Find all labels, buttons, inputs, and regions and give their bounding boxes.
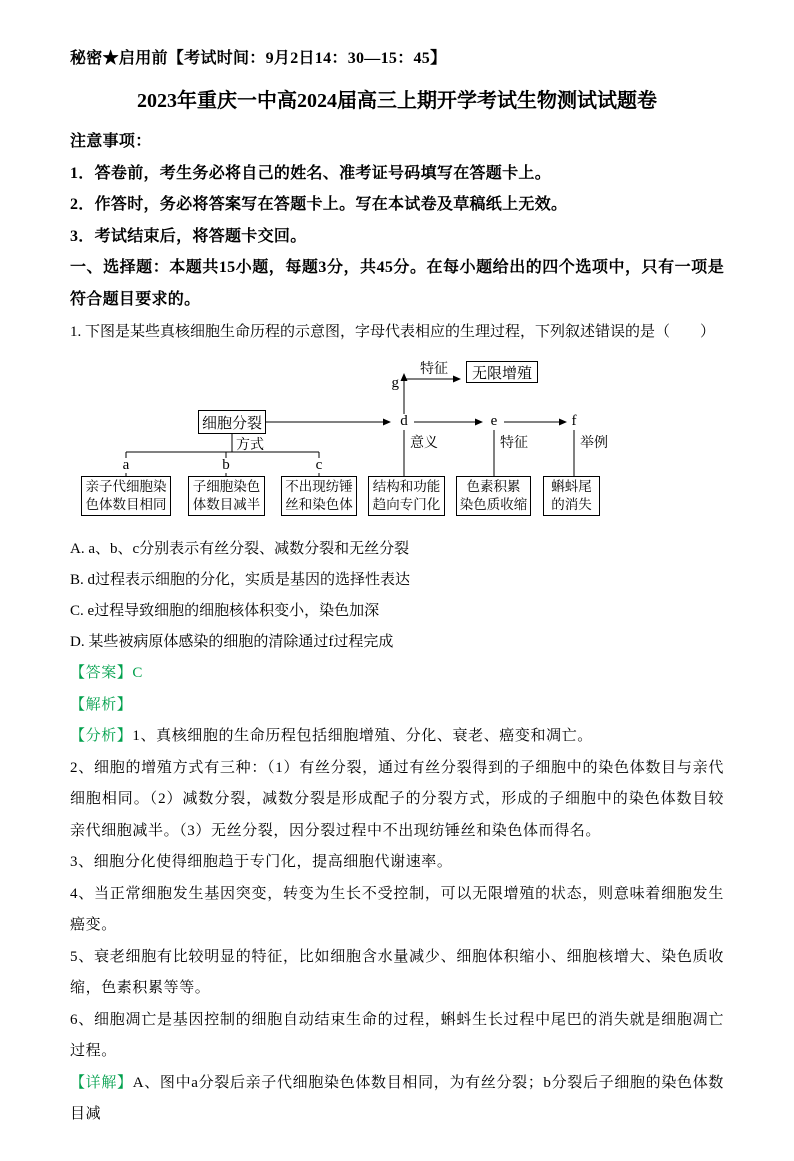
- edge-label-feature-top: 特征: [420, 362, 448, 377]
- box-b-line2: 体数目减半: [192, 497, 261, 512]
- letter-f: f: [571, 413, 577, 429]
- box-e-line1: 色素积累: [466, 479, 521, 494]
- notice-item-3: 3．考试结束后，将答题卡交回。: [70, 227, 307, 245]
- fenxi-marker: 【分析】: [70, 728, 133, 744]
- section-heading: 一、选择题：本题共15小题，每题3分，共45分。在每小题给出的四个选项中，只有一项是符合题目要求的。: [70, 259, 724, 308]
- box-c-line1: 不出现纺锤: [285, 479, 353, 494]
- fenxi-text: 1、真核细胞的生命历程包括细胞增殖、分化、衰老、癌变和凋亡。: [132, 728, 593, 744]
- edge-label-mode: 方式: [236, 438, 264, 453]
- box-b-feature: [188, 476, 265, 516]
- letter-d: d: [400, 413, 408, 429]
- analysis-intro: [70, 721, 724, 753]
- exam-secret-header: 秘密★启用前【考试时间：9月2日14：30—15：45】: [70, 50, 447, 67]
- letter-a: a: [122, 457, 130, 473]
- letter-g: g: [391, 375, 399, 391]
- analysis-marker: 【解析】: [70, 696, 133, 713]
- box-f-example: [543, 476, 600, 516]
- notice-heading: 注意事项：: [70, 133, 152, 150]
- answer-marker: 【答案】C: [70, 665, 144, 681]
- analysis-point-6: 6、细胞凋亡是基因控制的细胞自动结束生命的过程，蝌蚪生长过程中尾巴的消失就是细胞凋亡过程。: [70, 1011, 724, 1059]
- analysis-point-5: 5、衰老细胞有比较明显的特征，比如细胞含水量减少、细胞体积缩小、细胞核增大、染色质收缩，色素积累等等。: [70, 948, 724, 996]
- edge-label-meaning: 意义: [410, 436, 438, 451]
- option-b: B. d过程表示细胞的分化，实质是基因的选择性表达: [70, 572, 411, 588]
- xiangjie-text: A、图中a分裂后亲子代细胞染色体数目相同，为有丝分裂；b分裂后子细胞的染色体数目减: [70, 1074, 724, 1122]
- box-e-feature: [456, 476, 531, 516]
- cell-life-cycle-diagram: [70, 356, 615, 524]
- answer-line: [70, 658, 724, 690]
- option-d: D. 某些被病原体感染的细胞的清除通过f过程完成: [70, 634, 394, 650]
- unlimited-proliferation-label: 无限增殖: [471, 365, 532, 382]
- box-d-line2: 趋向专门化: [372, 497, 441, 512]
- edge-label-feature: 特征: [500, 436, 528, 451]
- box-c-line2: 丝和染色体: [285, 497, 353, 512]
- letter-c: c: [315, 457, 323, 473]
- analysis-point-4: 4、当正常细胞发生基因突变，转变为生长不受控制，可以无限增殖的状态，则意味着细胞发生癌变。: [70, 885, 724, 933]
- box-f-line1: 蝌蚪尾: [551, 479, 592, 494]
- analysis-point-3: 3、细胞分化使得细胞趋于专门化，提高细胞代谢速率。: [70, 854, 453, 870]
- question-stem: 1. 下图是某些真核细胞生命历程的示意图，字母代表相应的生理过程，下列叙述错误的是（ ）: [70, 324, 716, 340]
- unlimited-proliferation-box: [466, 361, 538, 383]
- box-a-line2: 色体数目相同: [85, 497, 167, 512]
- analysis-point-2: 2、细胞的增殖方式有三种：（1）有丝分裂，通过有丝分裂得到的子细胞中的染色体数目与亲代细胞相同。（2）减数分裂，减数分裂是形成配子的分裂方式，形成的子细胞中的染色体数目较亲代细胞减半。（3）无丝分裂，因分裂过程中不出现纺锤丝和染色体而得名。: [70, 759, 724, 839]
- box-c-feature: [281, 476, 357, 516]
- box-f-line2: 的消失: [551, 497, 592, 512]
- option-c: C. e过程导致细胞的细胞核体积变小，染色加深: [70, 603, 380, 619]
- detail-line: [70, 1068, 724, 1131]
- page-title: 2023年重庆一中高2024届高三上期开学考试生物测试试题卷: [137, 90, 657, 112]
- notice-item-2: 2．作答时，务必将答案写在答题卡上。写在本试卷及草稿纸上无效。: [70, 196, 568, 213]
- analysis-heading: [70, 690, 724, 722]
- letter-b: b: [222, 457, 230, 473]
- box-b-line1: 子细胞染色: [192, 479, 261, 494]
- box-a-line1: 亲子代细胞染: [85, 479, 167, 494]
- xiangjie-marker: 【详解】: [70, 1074, 133, 1091]
- cell-division-box: [198, 410, 266, 434]
- letter-e: e: [490, 413, 498, 429]
- box-d-meaning: [368, 476, 445, 516]
- box-e-line2: 染色质收缩: [459, 497, 528, 512]
- option-a: A. a、b、c分别表示有丝分裂、减数分裂和无丝分裂: [70, 541, 410, 557]
- notice-item-1: 1．答卷前，考生务必将自己的姓名、准考证号码填写在答题卡上。: [70, 164, 552, 182]
- box-a-feature: [81, 476, 171, 516]
- edge-label-example: 举例: [580, 436, 608, 451]
- box-d-line1: 结构和功能: [372, 479, 441, 494]
- cell-division-label: 细胞分裂: [201, 415, 262, 432]
